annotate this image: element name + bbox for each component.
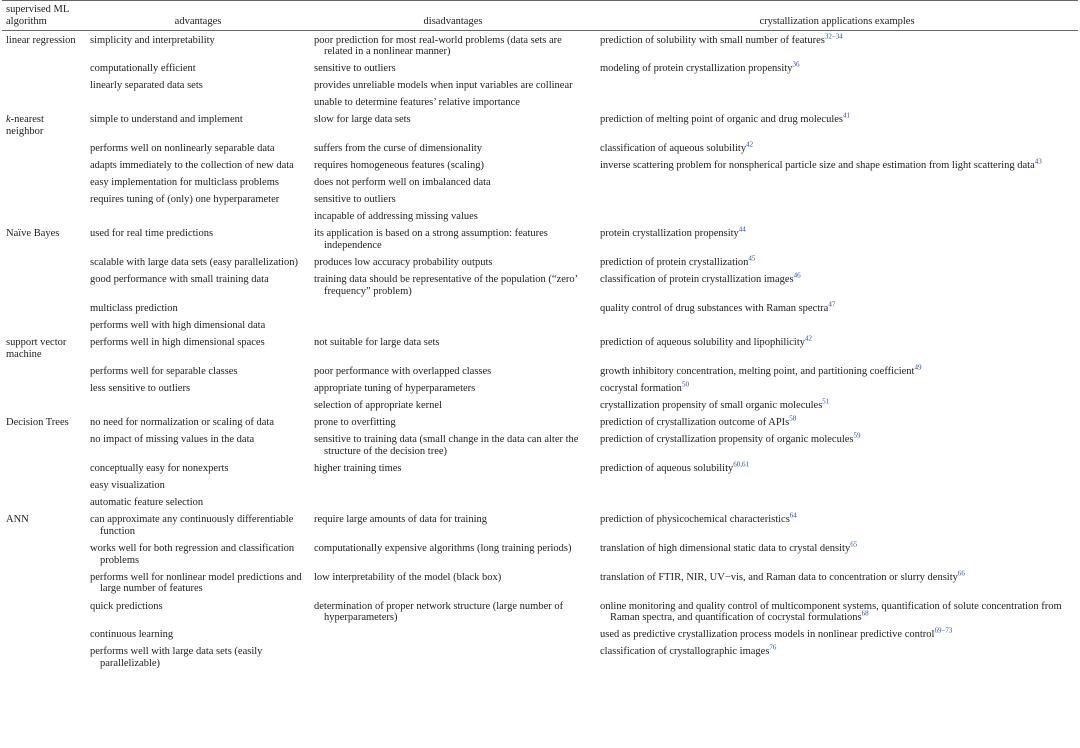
algorithm-cell [2,497,86,514]
application-cell [596,157,1078,177]
table-row [2,63,1078,80]
table-row [2,480,1078,497]
application-cell [596,300,1078,320]
reference-link[interactable]: 69−73 [934,626,953,635]
application-cell [596,397,1078,417]
table-body [2,30,1078,675]
application-wrap [600,626,1074,641]
application-cell [596,97,1078,114]
advantage-cell [86,572,310,601]
header-applications: crystallization applications examples [596,1,1078,31]
application-wrap [600,431,1074,446]
application-cell [596,211,1078,228]
advantage-cell [86,629,310,646]
table-row [2,497,1078,514]
advantage-text: no need for normalization or scaling of data [90,417,274,429]
algorithm-name: linear regression [6,34,76,46]
advantage-cell [86,211,310,228]
advantage-cell [86,160,310,177]
disadvantage-text: sensitive to outliers [314,194,396,206]
application-cell [596,111,1078,143]
disadvantage-cell [310,63,596,80]
application-text: translation of FTIR, NIR, UV−vis, and Raman data to concentration or slurry density [600,571,958,583]
disadvantage-text: require large amounts of data for training [314,514,487,526]
advantage-cell [86,497,310,514]
table-row [2,383,1078,400]
application-text: translation of high dimensional static data to crystal density [600,542,851,554]
algorithm-cell [2,383,86,400]
advantage-text: multiclass prediction [90,303,178,315]
application-wrap [600,363,1074,378]
algorithm-cell [2,646,86,675]
application-cell [596,320,1078,337]
algorithm-cell [2,114,86,143]
disadvantage-cell [310,400,596,417]
application-text: inverse scattering problem for nonspherical particle size and shape estimation from light scattering data [600,160,1035,172]
algorithm-cell [2,366,86,383]
advantage-cell [86,143,310,160]
application-wrap [600,380,1074,395]
algorithm-cell [2,97,86,114]
application-text: prediction of crystallization propensity of organic molecules [600,434,854,446]
advantage-cell [86,63,310,80]
application-cell [596,497,1078,514]
advantage-text: linearly separated data sets [90,80,203,92]
advantage-text: less sensitive to outliers [90,383,191,395]
application-text: cocrystal formation [600,383,682,395]
reference-link[interactable]: 49 [914,363,922,372]
application-cell [596,511,1078,543]
application-cell [596,540,1078,572]
reference-link[interactable]: 36 [792,60,800,69]
table-row [2,543,1078,572]
advantage-text: good performance with small training data [90,274,269,286]
advantage-text: performs well with large data sets (easily parallelizable) [90,646,263,670]
disadvantage-text: sensitive to training data (small change in the data can alter the structure of the decision tree) [314,434,579,457]
algorithm-cell [2,80,86,97]
table-row [2,30,1078,63]
table-row [2,366,1078,383]
advantage-cell [86,463,310,480]
application-cell [596,480,1078,497]
application-text: used as predictive crystallization process models in nonlinear predictive control [600,629,935,641]
application-wrap [600,271,1074,286]
application-cell [596,194,1078,211]
application-cell [596,363,1078,383]
algorithm-cell [2,543,86,572]
disadvantage-text: training data should be representative of the population (“zero’ frequency” problem) [314,274,578,298]
disadvantage-text: not suitable for large data sets [314,337,440,349]
algorithm-cell [2,63,86,80]
algorithm-cell [2,463,86,480]
disadvantage-cell [310,497,596,514]
disadvantage-text: unable to determine features’ relative importance [314,97,520,109]
advantage-text: performs well for nonlinear model predictions and large number of features [90,571,302,595]
advantage-cell [86,97,310,114]
reference-link[interactable]: 42 [746,140,754,149]
application-cell [596,626,1078,646]
advantage-text: performs well with high dimensional data [90,320,266,332]
application-cell [596,254,1078,274]
advantage-cell [86,646,310,675]
disadvantage-cell [310,463,596,480]
disadvantage-cell [310,177,596,194]
disadvantage-text: produces low accuracy probability outputs [314,257,493,269]
disadvantage-text: slow for large data sets [314,114,411,126]
advantage-cell [86,80,310,97]
algorithm-cell [2,572,86,601]
disadvantage-cell [310,383,596,400]
advantage-text: easy implementation for multiclass problems [90,177,279,189]
disadvantage-text: higher training times [314,462,402,474]
algorithm-italic-prefix: k [6,114,11,126]
advantage-text: no impact of missing values in the data [90,434,255,446]
application-wrap [600,540,1074,555]
advantage-cell [86,480,310,497]
algorithm-cell [2,337,86,366]
application-wrap [600,397,1074,412]
disadvantage-text: incapable of addressing missing values [314,211,478,223]
algorithm-name: ANN [6,514,29,526]
advantage-cell [86,434,310,463]
application-wrap [600,157,1074,172]
table-row [2,114,1078,143]
disadvantage-cell [310,228,596,257]
advantage-cell [86,177,310,194]
algorithm-cell [2,400,86,417]
advantage-text: performs well on nonlinearly separable data [90,143,275,155]
application-wrap [600,60,1074,75]
algorithm-name: Naïve Bayes [6,228,60,240]
advantage-cell [86,337,310,366]
application-wrap [600,254,1074,269]
disadvantage-cell [310,572,596,601]
disadvantage-text: computationally expensive algorithms (long training periods) [314,542,572,554]
algorithm-cell [2,194,86,211]
disadvantage-cell [310,480,596,497]
reference-link[interactable]: 43 [1034,157,1042,166]
algorithm-cell [2,274,86,303]
application-cell [596,225,1078,257]
table-row [2,417,1078,434]
algorithm-cell [2,228,86,257]
disadvantage-text: low interpretability of the model (black box) [314,571,502,583]
algorithm-cell [2,257,86,274]
application-text: prediction of aqueous solubility [600,462,734,474]
disadvantage-cell [310,194,596,211]
reference-link[interactable]: 47 [828,300,836,309]
advantage-text: adapts immediately to the collection of new data [90,160,294,172]
application-cell [596,643,1078,675]
disadvantage-cell [310,366,596,383]
table-row [2,463,1078,480]
application-text: classification of aqueous solubility [600,143,747,155]
reference-link[interactable]: 68 [861,609,869,618]
table-row [2,257,1078,274]
table-row [2,228,1078,257]
algorithm-cell [2,514,86,543]
application-wrap [600,300,1074,315]
disadvantage-text: selection of appropriate kernel [314,400,442,412]
disadvantage-cell [310,514,596,543]
advantage-text: automatic feature selection [90,497,204,509]
reference-link[interactable]: 65 [850,540,858,549]
advantage-text: easy visualization [90,480,165,492]
application-cell [596,414,1078,434]
algorithm-cell [2,177,86,194]
advantage-cell [86,383,310,400]
table-row [2,434,1078,463]
table-header [2,1,1078,31]
advantage-cell [86,601,310,630]
reference-link[interactable]: 50 [681,380,689,389]
reference-link[interactable]: 64 [789,511,797,520]
disadvantage-text: its application is based on a strong assumption: features independence [314,228,548,252]
disadvantage-cell [310,434,596,463]
application-wrap [600,414,1074,429]
table-row [2,160,1078,177]
application-text: prediction of aqueous solubility and lipophilicity [600,337,806,349]
reference-link[interactable]: 76 [769,643,777,652]
algorithm-cell [2,480,86,497]
disadvantage-cell [310,320,596,337]
algorithm-cell [2,434,86,463]
disadvantage-text: suffers from the curse of dimensionality [314,143,483,155]
disadvantage-cell [310,601,596,630]
application-text: prediction of melting point of organic and drug molecules [600,114,843,126]
disadvantage-text: appropriate tuning of hyperparameters [314,383,476,395]
disadvantage-cell [310,646,596,675]
table-row [2,320,1078,337]
application-text: classification of crystallographic images [600,646,770,658]
table-row [2,629,1078,646]
table-row [2,177,1078,194]
application-wrap [600,140,1074,155]
advantage-text: performs well in high dimensional spaces [90,337,265,349]
disadvantage-cell [310,257,596,274]
application-wrap [600,569,1074,584]
disadvantage-text: determination of proper network structure (large number of hyperparameters) [314,600,564,624]
algorithm-cell [2,601,86,630]
application-cell [596,431,1078,463]
table-row [2,601,1078,630]
reference-link[interactable]: 41 [843,111,850,120]
disadvantage-cell [310,97,596,114]
table-row [2,400,1078,417]
disadvantage-cell [310,303,596,320]
disadvantage-cell [310,80,596,97]
algorithm-name: Decision Trees [6,417,69,429]
application-wrap [600,225,1074,240]
application-text: crystallization propensity of small organic molecules [600,400,823,412]
application-wrap [600,32,1074,47]
application-text: modeling of protein crystallization propensity [600,63,793,75]
advantage-text: performs well for separable classes [90,366,238,377]
disadvantage-text: prone to overfitting [314,417,396,429]
reference-link[interactable]: 44 [738,225,746,234]
table-row [2,646,1078,675]
application-cell [596,177,1078,194]
disadvantage-cell [310,417,596,434]
advantage-cell [86,417,310,434]
application-cell [596,460,1078,480]
reference-link[interactable]: 66 [957,569,965,578]
application-text: prediction of protein crystallization [600,257,749,269]
advantage-text: can approximate any continuously differentiable function [90,514,294,537]
ml-algorithms-table [2,0,1078,675]
reference-link[interactable]: 46 [793,271,801,280]
application-cell [596,601,1078,630]
reference-link[interactable]: 59 [853,431,861,440]
disadvantage-cell [310,30,596,63]
application-text: online monitoring and quality control of multicomponent systems, quantification of solute concentration from Raman spectra, and quantification of cocrystal formulations [600,600,1062,624]
disadvantage-text: requires homogeneous features (scaling) [314,160,484,172]
algorithm-cell [2,160,86,177]
advantage-text: quick predictions [90,600,163,612]
algorithm-cell [2,320,86,337]
table-row [2,572,1078,601]
application-wrap [600,601,1074,625]
advantage-cell [86,194,310,211]
disadvantage-text: poor performance with overlapped classes [314,366,492,377]
advantage-text: works well for both regression and classification problems [90,542,295,566]
application-text: prediction of crystallization outcome of APIs [600,417,790,429]
advantage-text: continuous learning [90,629,174,641]
application-cell [596,60,1078,80]
table-row [2,274,1078,303]
reference-link[interactable]: 51 [822,397,830,406]
application-wrap [600,111,1074,126]
application-wrap [600,643,1074,658]
application-cell [596,30,1078,63]
application-text: classification of protein crystallization images [600,274,794,286]
application-text: prediction of physicochemical characteristics [600,514,790,526]
disadvantage-cell [310,629,596,646]
advantage-cell [86,30,310,63]
application-cell [596,80,1078,97]
advantage-text: simple to understand and implement [90,114,243,126]
table-row [2,211,1078,228]
advantage-cell [86,257,310,274]
algorithm-name: support vector machine [6,337,67,360]
application-cell [596,334,1078,366]
disadvantage-text: poor prediction for most real-world problems (data sets are related in a nonlinear manner) [314,34,562,58]
application-cell [596,380,1078,400]
disadvantage-cell [310,143,596,160]
table-row [2,514,1078,543]
disadvantage-cell [310,114,596,143]
reference-link[interactable]: 45 [748,254,756,263]
disadvantage-cell [310,274,596,303]
application-text: prediction of solubility with small number of features [600,34,825,46]
advantage-cell [86,543,310,572]
application-wrap [600,460,1074,475]
table-row [2,337,1078,366]
application-cell [596,140,1078,160]
advantage-text: used for real time predictions [90,228,214,240]
application-text: protein crystallization propensity [600,228,739,240]
advantage-text: computationally efficient [90,63,196,75]
header-algorithm: supervised ML algorithm [2,1,86,31]
disadvantage-cell [310,337,596,366]
disadvantage-text: provides unreliable models when input variables are collinear [314,80,573,92]
disadvantage-cell [310,543,596,572]
advantage-text: requires tuning of (only) one hyperparameter [90,194,280,206]
advantage-cell [86,320,310,337]
table-row [2,97,1078,114]
advantage-text: simplicity and interpretability [90,34,215,46]
header-advantages: advantages [86,1,310,31]
advantage-text: scalable with large data sets (easy parallelization) [90,257,298,269]
algorithm-name: -nearest neighbor [6,114,44,138]
table-row [2,80,1078,97]
disadvantage-text: does not perform well on imbalanced data [314,177,491,189]
advantage-cell [86,114,310,143]
table-row [2,194,1078,211]
disadvantage-cell [310,160,596,177]
application-wrap [600,334,1074,349]
advantage-cell [86,274,310,303]
algorithm-cell [2,303,86,320]
reference-link[interactable]: 60,61 [733,460,750,469]
table-row [2,303,1078,320]
reference-link[interactable]: 42 [805,334,813,343]
algorithm-cell [2,143,86,160]
application-cell [596,271,1078,303]
advantage-cell [86,514,310,543]
header-disadvantages: disadvantages [310,1,596,31]
advantage-text: conceptually easy for nonexperts [90,462,229,474]
advantage-cell [86,400,310,417]
application-wrap [600,511,1074,526]
algorithm-cell [2,417,86,434]
disadvantage-text: sensitive to outliers [314,63,396,75]
application-cell [596,569,1078,601]
disadvantage-cell [310,211,596,228]
application-text: growth inhibitory concentration, melting point, and partitioning coefficient [600,366,915,377]
algorithm-cell [2,629,86,646]
algorithm-cell [2,30,86,63]
advantage-cell [86,303,310,320]
advantage-cell [86,366,310,383]
reference-link[interactable]: 58 [789,414,797,423]
algorithm-cell [2,211,86,228]
advantage-cell [86,228,310,257]
application-text: quality control of drug substances with Raman spectra [600,303,829,315]
table-row [2,143,1078,160]
reference-link[interactable]: 32−34 [824,32,843,40]
